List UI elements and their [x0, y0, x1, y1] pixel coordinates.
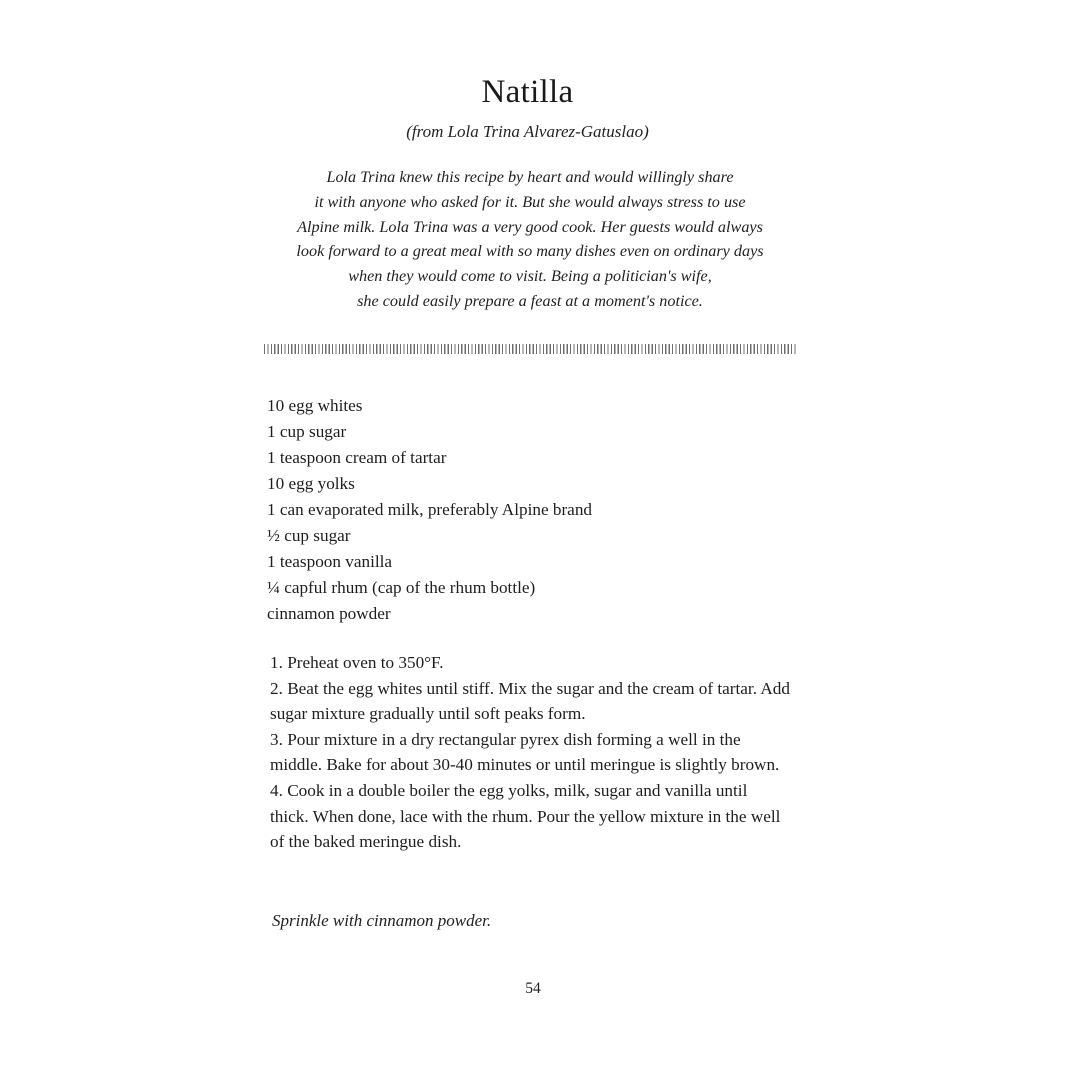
ornamental-divider [264, 344, 798, 354]
intro-line: look forward to a great meal with so many dishes even on ordinary days [296, 242, 764, 261]
ingredients-list [267, 393, 592, 627]
intro-line: Lola Trina knew this recipe by heart and would willingly share [326, 168, 734, 186]
serving-note: Sprinkle with cinnamon powder. [272, 911, 492, 930]
recipe-source: (from Lola Trina Alvarez-Gatuslao) [406, 122, 649, 141]
instructions-list [270, 650, 790, 855]
intro-line: she could easily prepare a feast at a moment's notice. [357, 291, 703, 310]
instruction-step: 3. Pour mixture in a dry rectangular pyrex dish forming a well in the middle. Bake for about 30-40 minutes or until meringue is slightly brown. [270, 729, 780, 775]
intro-line: Alpine milk. Lola Trina was a very good cook. Her guests would always [297, 217, 763, 236]
intro-line: it with anyone who asked for it. But she would always stress to use [314, 192, 746, 211]
ingredient-item: 1 teaspoon cream of tartar [267, 448, 447, 467]
ingredient-item: 1 teaspoon vanilla [267, 552, 393, 571]
ingredient-item: 1 cup sugar [267, 422, 347, 441]
intro-line: when they would come to visit. Being a politician's wife, [348, 267, 712, 286]
ingredient-item: ½ cup sugar [267, 526, 351, 545]
recipe-intro [262, 165, 798, 314]
instruction-step: 1. Preheat oven to 350°F. [270, 653, 444, 672]
ingredient-item: 10 egg yolks [267, 474, 355, 493]
ingredient-item: ¼ capful rhum (cap of the rhum bottle) [267, 578, 536, 597]
page-number: 54 [525, 980, 541, 997]
ingredient-item: 1 can evaporated milk, preferably Alpine brand [267, 500, 593, 519]
ingredient-item: cinnamon powder [267, 604, 391, 623]
instruction-step: 4. Cook in a double boiler the egg yolks, milk, sugar and vanilla until thick. When done, lace with the rhum. Pour the yellow mixture in the well of the baked meringue dish. [270, 780, 781, 852]
ingredient-item: 10 egg whites [267, 396, 363, 415]
recipe-title: Natilla [481, 74, 574, 110]
instruction-step: 2. Beat the egg whites until stiff. Mix the sugar and the cream of tartar. Add sugar mixture gradually until soft peaks form. [270, 678, 790, 724]
